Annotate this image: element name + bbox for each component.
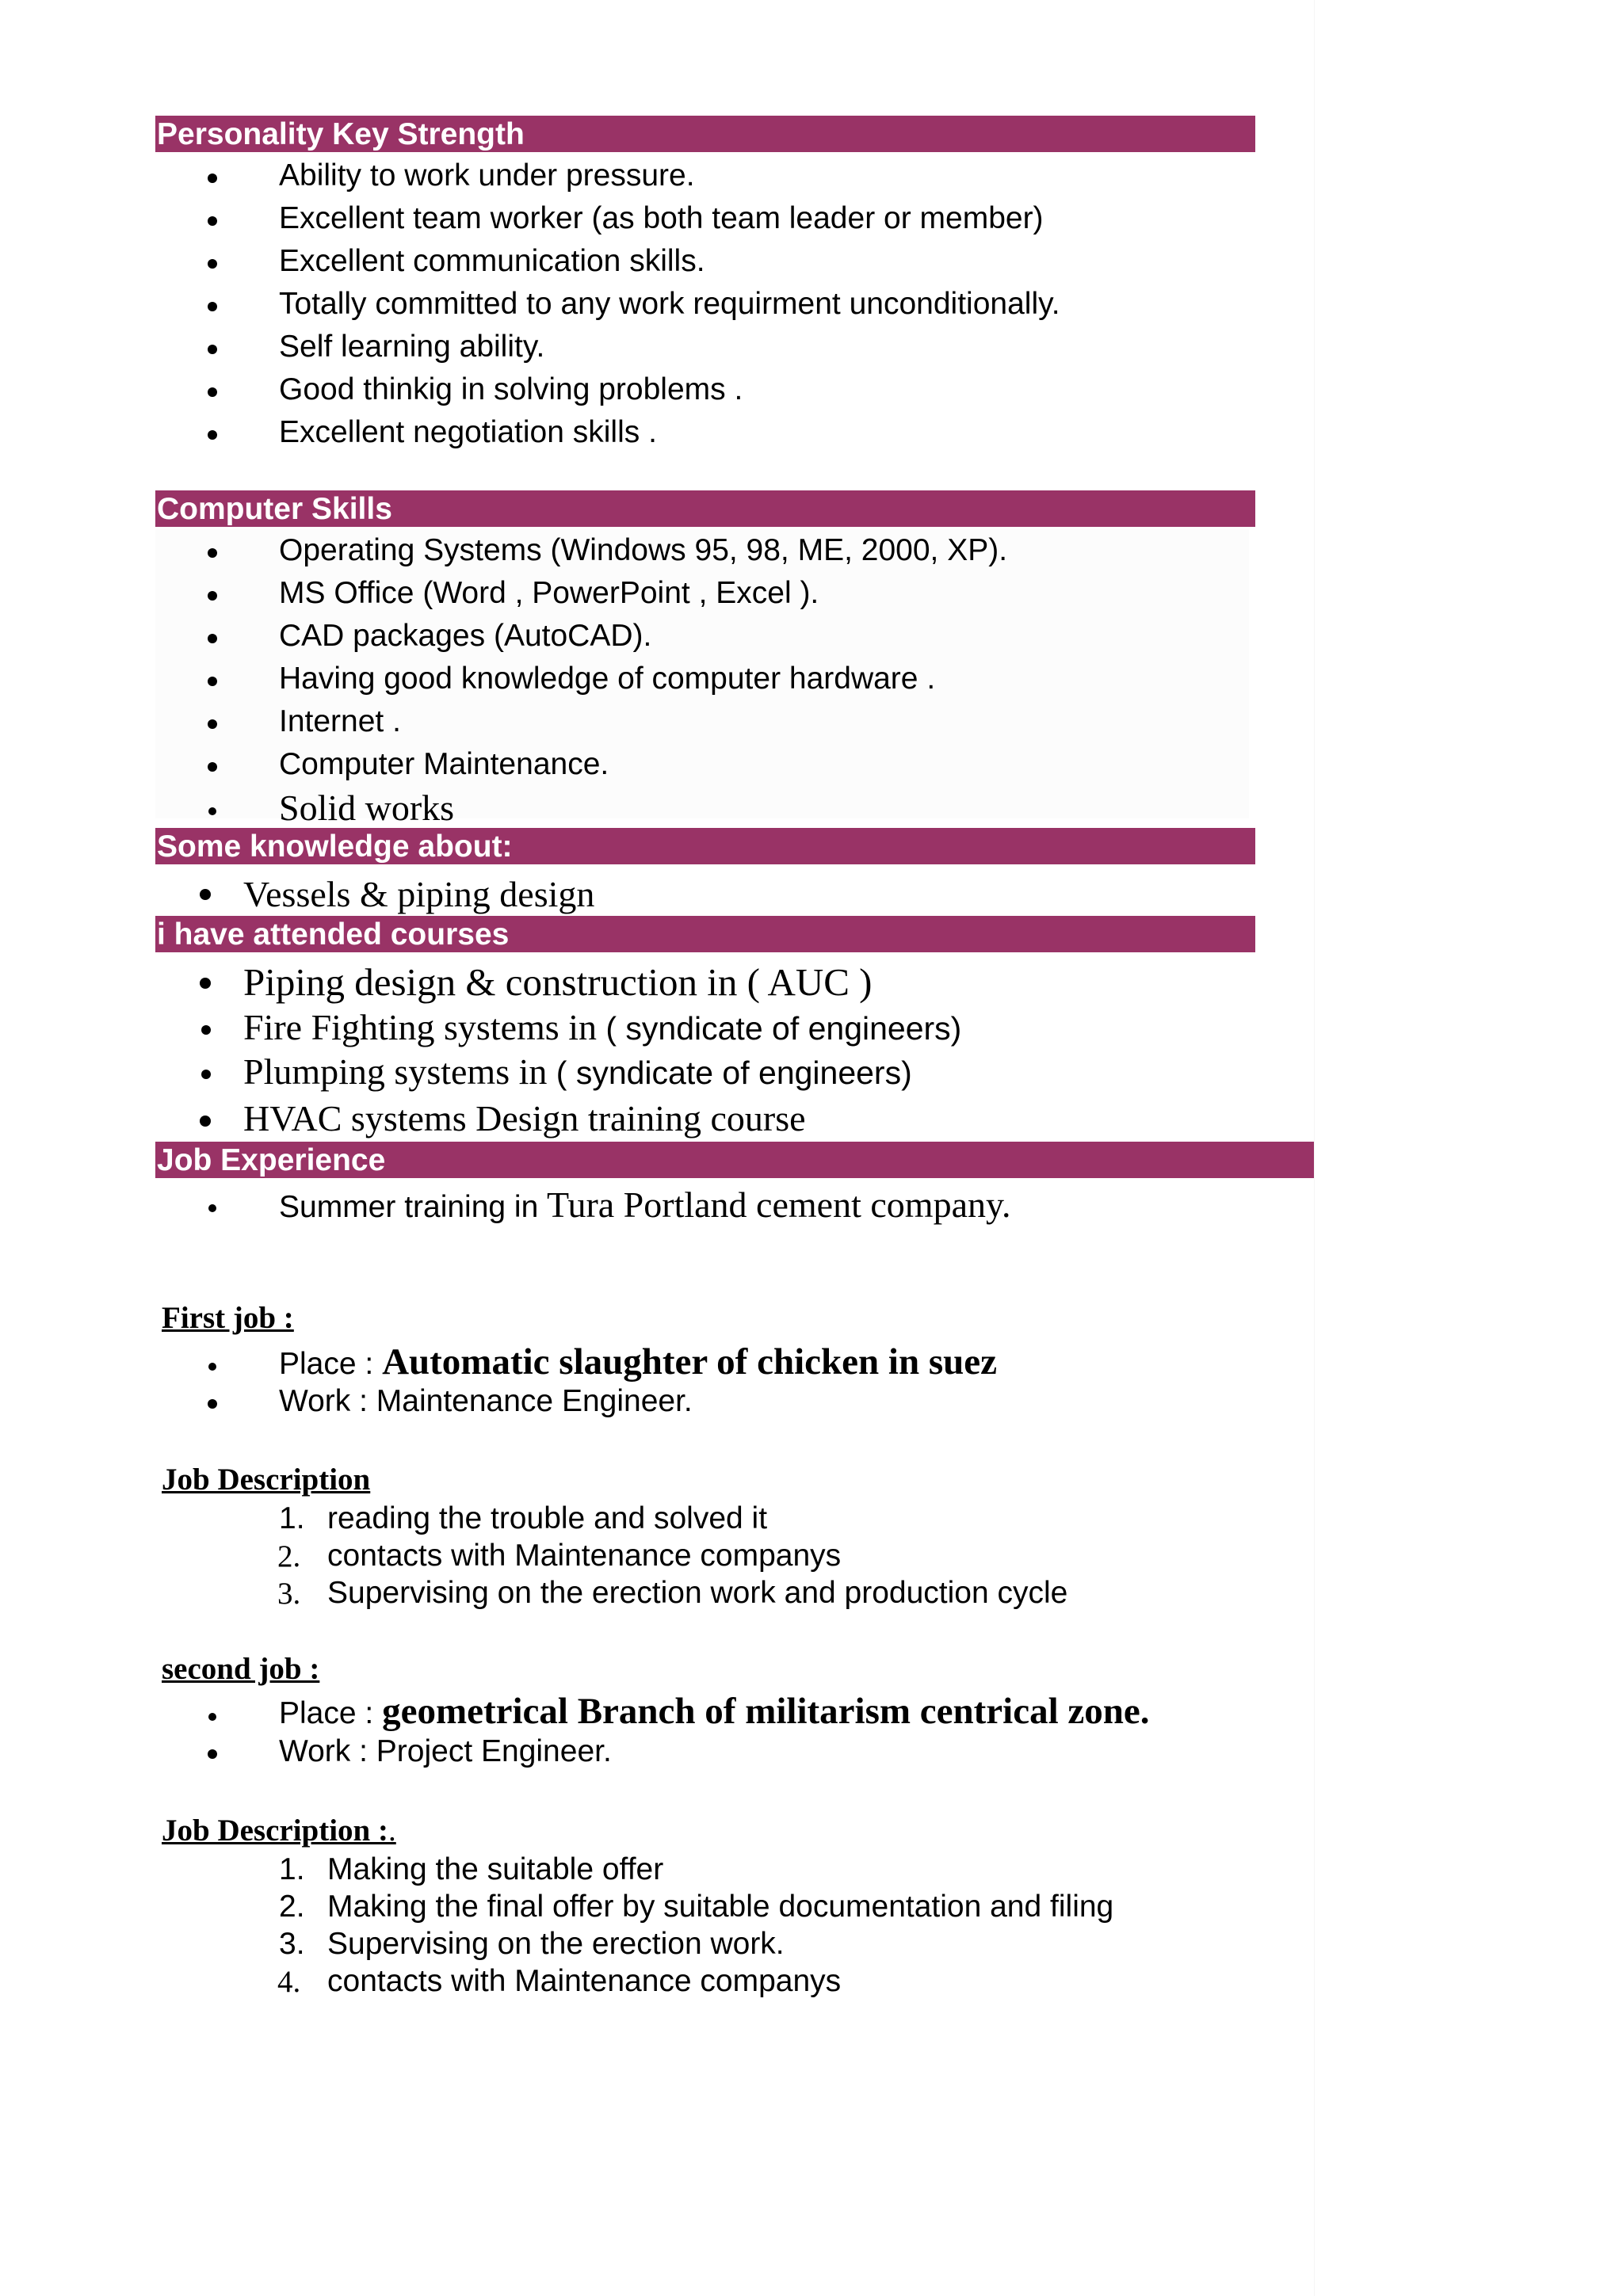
- list-item: [279, 1341, 997, 1383]
- list-item: [243, 1051, 912, 1093]
- course-name: Plumping systems in: [243, 1051, 548, 1092]
- bullet-icon: [208, 807, 216, 815]
- list-item: Work : Maintenance Engineer.: [279, 1384, 693, 1418]
- bullet-icon: [208, 677, 217, 686]
- bullet-icon: [200, 1116, 211, 1127]
- job-description-heading: [162, 1462, 370, 1497]
- list-number: 4.: [277, 1965, 301, 1999]
- first-job-heading: First job :: [162, 1301, 294, 1335]
- list-item: Ability to work under pressure.: [279, 158, 695, 193]
- course-provider: ( syndicate of engineers): [596, 1010, 962, 1047]
- list-number: 3.: [277, 1577, 301, 1611]
- section-header-knowledge: Some knowledge about:: [155, 828, 1255, 864]
- list-item: Solid works: [279, 788, 455, 828]
- list-item: Supervising on the erection work and production cycle: [327, 1576, 1068, 1610]
- list-item: Supervising on the erection work.: [327, 1927, 785, 1961]
- list-item: Excellent negotiation skills .: [279, 415, 657, 449]
- list-item: Operating Systems (Windows 95, 98, ME, 2000, XP).: [279, 533, 1008, 567]
- job-description-heading: [162, 1813, 396, 1848]
- list-item: Computer Maintenance.: [279, 747, 609, 781]
- heading-text: Job Description :: [162, 1814, 388, 1848]
- list-item: [243, 1006, 961, 1048]
- bullet-icon: [208, 387, 217, 397]
- list-item: Self learning ability.: [279, 330, 545, 364]
- bullet-icon: [200, 889, 211, 900]
- bullet-icon: [201, 1070, 211, 1079]
- list-item: Totally committed to any work requirment unconditionally.: [279, 287, 1060, 321]
- list-number: 1.: [279, 1852, 305, 1886]
- bullet-icon: [200, 978, 211, 989]
- list-number: 2.: [279, 1890, 305, 1924]
- experience-text: Summer training in: [279, 1190, 539, 1224]
- list-item: HVAC systems Design training course: [243, 1098, 806, 1138]
- bullet-icon: [208, 634, 217, 643]
- place-value: Automatic slaughter of chicken in suez: [382, 1341, 997, 1383]
- bullet-icon: [208, 762, 217, 772]
- bullet-icon: [208, 216, 217, 226]
- bullet-icon: [208, 302, 217, 311]
- bullet-icon: [208, 1399, 217, 1409]
- bullet-icon: [208, 1363, 216, 1371]
- list-item: MS Office (Word , PowerPoint , Excel ).: [279, 576, 819, 610]
- list-item: Making the final offer by suitable documentation and filing: [327, 1890, 1114, 1924]
- list-item: Internet .: [279, 704, 401, 738]
- section-header-personality: Personality Key Strength: [155, 116, 1255, 152]
- bullet-icon: [208, 259, 217, 269]
- heading-suffix: .: [388, 1814, 396, 1848]
- heading-text: Job Description: [162, 1463, 371, 1497]
- page-edge-line: [1314, 0, 1315, 2296]
- experience-company: Tura Portland cement company.: [538, 1184, 1011, 1225]
- list-item: [279, 1690, 1150, 1733]
- list-number: 3.: [279, 1927, 305, 1961]
- bullet-icon: [208, 430, 217, 440]
- list-item: [279, 1184, 1011, 1226]
- bullet-icon: [208, 345, 217, 354]
- list-item: Having good knowledge of computer hardware .: [279, 662, 936, 696]
- list-item: Piping design & construction in ( AUC ): [243, 960, 873, 1004]
- list-item: contacts with Maintenance companys: [327, 1539, 842, 1573]
- place-label: Place :: [279, 1347, 383, 1381]
- section-header-computer-skills: Computer Skills: [155, 490, 1255, 527]
- bullet-icon: [208, 174, 217, 183]
- list-item: Good thinkig in solving problems .: [279, 372, 743, 406]
- bullet-icon: [201, 1025, 211, 1035]
- list-item: Excellent team worker (as both team leader or member): [279, 201, 1044, 235]
- course-name: Fire Fighting systems in: [243, 1007, 597, 1047]
- course-provider: ( syndicate of engineers): [547, 1055, 912, 1091]
- list-item: Work : Project Engineer.: [279, 1734, 612, 1768]
- bullet-icon: [208, 719, 217, 729]
- list-item: Making the suitable offer: [327, 1852, 664, 1886]
- list-item: Excellent communication skills.: [279, 244, 705, 278]
- place-label: Place :: [279, 1696, 383, 1730]
- place-value: geometrical Branch of militarism centrical zone.: [382, 1691, 1150, 1732]
- section-header-courses: i have attended courses: [155, 916, 1255, 952]
- list-item: CAD packages (AutoCAD).: [279, 619, 652, 653]
- bullet-icon: [208, 1749, 217, 1759]
- list-number: 1.: [279, 1501, 305, 1535]
- list-item: reading the trouble and solved it: [327, 1501, 768, 1535]
- bullet-icon: [208, 548, 217, 558]
- list-item: Vessels & piping design: [243, 874, 595, 914]
- list-number: 2.: [277, 1539, 301, 1573]
- bullet-icon: [208, 1204, 216, 1212]
- list-item: contacts with Maintenance companys: [327, 1964, 842, 1998]
- second-job-heading: second job :: [162, 1652, 320, 1686]
- section-header-job-experience: Job Experience: [155, 1142, 1314, 1178]
- bullet-icon: [208, 1713, 216, 1721]
- bullet-icon: [208, 591, 217, 601]
